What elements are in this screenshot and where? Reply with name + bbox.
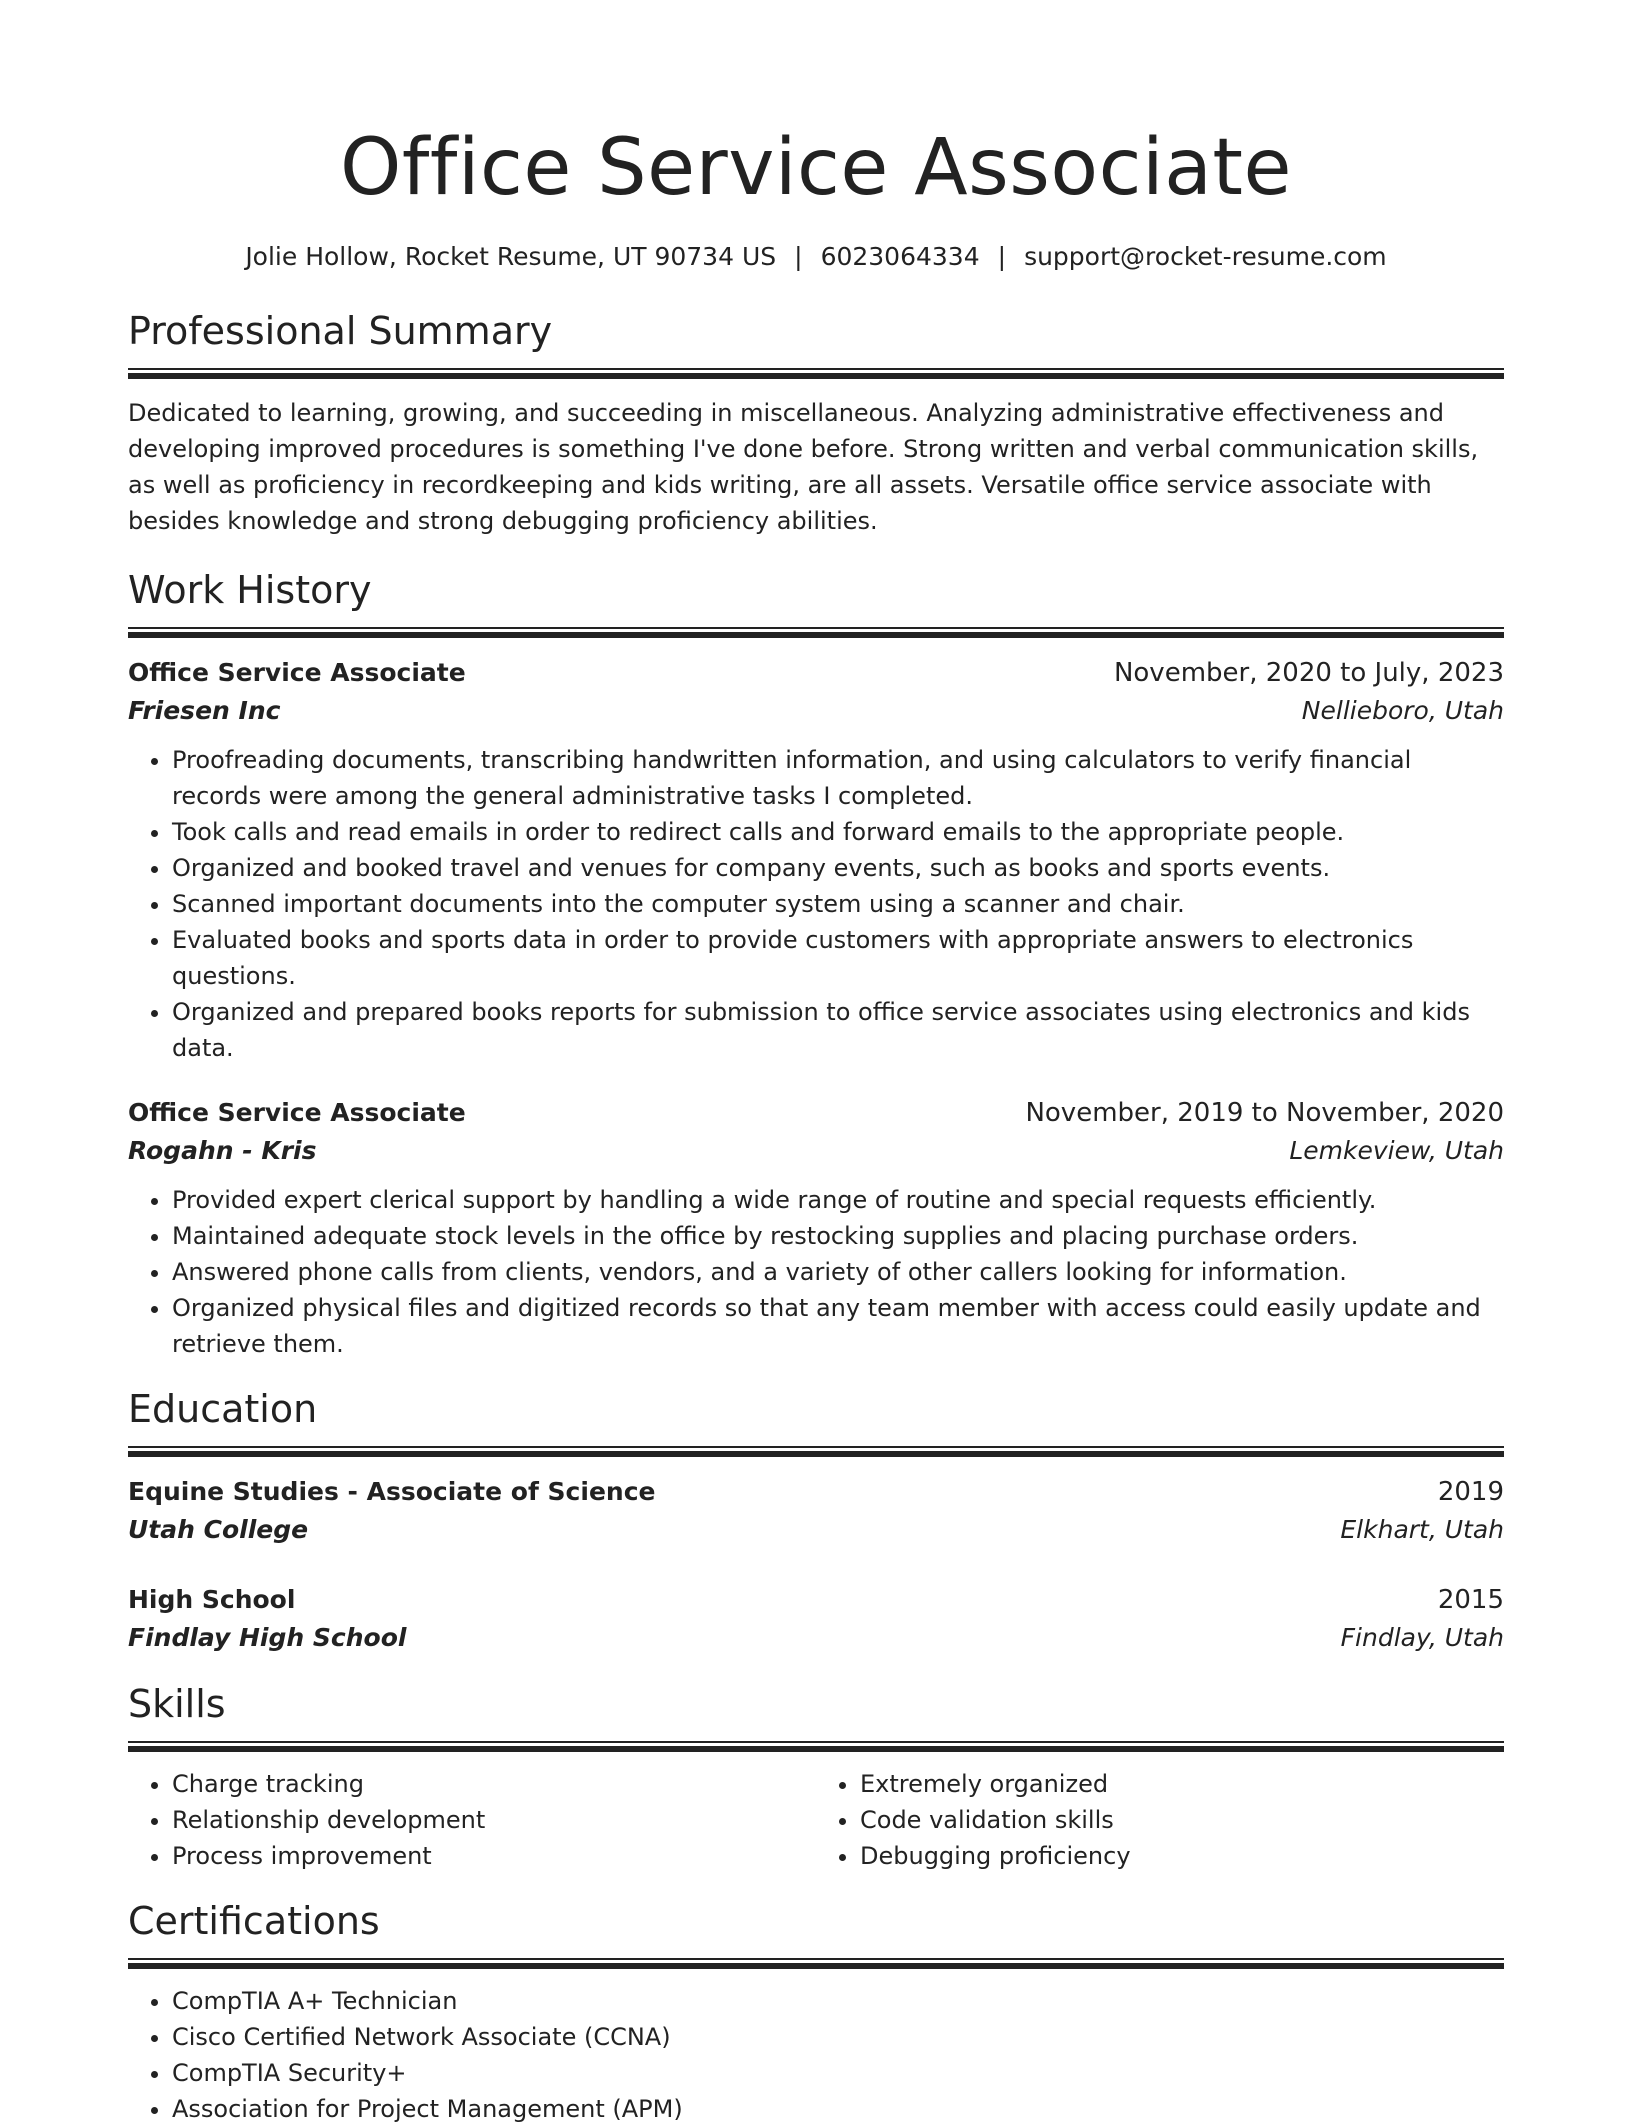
- section-divider: [128, 1958, 1504, 1969]
- summary-text: Dedicated to learning, growing, and succeeding in miscellaneous. Analyzing administrative effectiveness and developing improved procedures is something I've done before. Strong written and verbal communication skills, as well as proficiency in recordkeeping and kids writing, are all assets. Versatile office service associate with besides knowledge and strong debugging proficiency abilities.: [128, 399, 1479, 535]
- job-dates: November, 2020 to July, 2023: [1113, 658, 1504, 688]
- skills-section: [128, 1679, 1504, 1874]
- list-item: • Organized and prepared books reports for submission to office service associates using electronics and kids data.: [172, 994, 1504, 1066]
- education-header-row: [128, 1473, 1504, 1511]
- list-item: • Organized and booked travel and venues for company events, such as books and sports events.: [172, 850, 1504, 886]
- list-item: • Took calls and read emails in order to redirect calls and forward emails to the appropriate people.: [172, 814, 1504, 850]
- contact-address: Jolie Hollow, Rocket Resume, UT 90734 US: [245, 242, 777, 271]
- list-item: • Maintained adequate stock levels in the office by restocking supplies and placing purchase orders.: [172, 1218, 1504, 1254]
- contact-email: support@rocket-resume.com: [1024, 242, 1387, 271]
- list-item: • Relationship development: [172, 1802, 816, 1838]
- education-degree: Equine Studies - Associate of Science: [128, 1477, 656, 1506]
- contact-separator: |: [794, 242, 803, 271]
- list-item: • Proofreading documents, transcribing handwritten information, and using calculators to verify financial records were among the general administrative tasks I completed.: [172, 742, 1504, 814]
- education-school: Findlay High School: [128, 1623, 407, 1652]
- skills-column-left: [128, 1766, 816, 1874]
- certifications-section: [128, 1896, 1504, 2127]
- contact-line: [128, 240, 1504, 274]
- list-item: • Scanned important documents into the computer system using a scanner and chair.: [172, 886, 1504, 922]
- job-company-row: [128, 1132, 1504, 1170]
- education-school: Utah College: [128, 1515, 309, 1544]
- page-title: Office Service Associate: [340, 123, 1292, 213]
- education-year: 2015: [1437, 1585, 1504, 1615]
- list-item: • Cisco Certified Network Associate (CCNA): [172, 2019, 1504, 2055]
- section-heading-certifications: Certifications: [128, 1899, 380, 1943]
- contact-phone: 6023064334: [820, 242, 980, 271]
- job-header-row: [128, 1094, 1504, 1132]
- section-divider: [128, 627, 1504, 638]
- list-item: • Association for Project Management (APM): [172, 2091, 1504, 2127]
- skills-column-right: [816, 1766, 1504, 1874]
- job-company: Friesen Inc: [128, 696, 281, 725]
- summary-section: [128, 306, 1504, 539]
- section-divider: [128, 1446, 1504, 1457]
- list-item: • Organized physical files and digitized records so that any team member with access could easily update and retrieve them.: [172, 1290, 1504, 1362]
- education-header-row: [128, 1581, 1504, 1619]
- section-divider: [128, 368, 1504, 379]
- list-item: • Debugging proficiency: [860, 1838, 1504, 1874]
- list-item: • Charge tracking: [172, 1766, 816, 1802]
- education-degree: High School: [128, 1585, 296, 1614]
- job-bullets: [128, 1182, 1504, 1362]
- job-title: Office Service Associate: [128, 658, 466, 687]
- education-section: [128, 1384, 1504, 1657]
- job-location: Lemkeview, Utah: [1289, 1136, 1504, 1165]
- education-entry: [128, 1473, 1504, 1549]
- section-heading-skills: Skills: [128, 1682, 226, 1726]
- job-dates: November, 2019 to November, 2020: [1025, 1098, 1504, 1128]
- education-location: Findlay, Utah: [1340, 1623, 1504, 1652]
- list-item: • Evaluated books and sports data in order to provide customers with appropriate answers to electronics questions.: [172, 922, 1504, 994]
- certifications-list: [128, 1983, 1504, 2127]
- list-item: • CompTIA Security+: [172, 2055, 1504, 2091]
- education-entry: [128, 1581, 1504, 1657]
- list-item: • Process improvement: [172, 1838, 816, 1874]
- work-history-section: [128, 565, 1504, 1362]
- job-company-row: [128, 692, 1504, 730]
- job-entry: [128, 654, 1504, 1066]
- list-item: • Extremely organized: [860, 1766, 1504, 1802]
- job-entry: [128, 1094, 1504, 1362]
- list-item: • Code validation skills: [860, 1802, 1504, 1838]
- job-bullets: [128, 742, 1504, 1066]
- job-header-row: [128, 654, 1504, 692]
- section-heading-work-history: Work History: [128, 568, 372, 612]
- education-year: 2019: [1437, 1477, 1504, 1507]
- list-item: • CompTIA A+ Technician: [172, 1983, 1504, 2019]
- job-location: Nellieboro, Utah: [1301, 696, 1504, 725]
- skills-grid: [128, 1766, 1504, 1874]
- list-item: • Answered phone calls from clients, vendors, and a variety of other callers looking for information.: [172, 1254, 1504, 1290]
- education-school-row: [128, 1511, 1504, 1549]
- education-location: Elkhart, Utah: [1340, 1515, 1504, 1544]
- job-company: Rogahn - Kris: [128, 1136, 317, 1165]
- section-heading-summary: Professional Summary: [128, 309, 553, 353]
- education-school-row: [128, 1619, 1504, 1657]
- section-heading-education: Education: [128, 1387, 318, 1431]
- job-title: Office Service Associate: [128, 1098, 466, 1127]
- list-item: • Provided expert clerical support by handling a wide range of routine and special requests efficiently.: [172, 1182, 1504, 1218]
- contact-separator: |: [997, 242, 1007, 271]
- section-divider: [128, 1741, 1504, 1752]
